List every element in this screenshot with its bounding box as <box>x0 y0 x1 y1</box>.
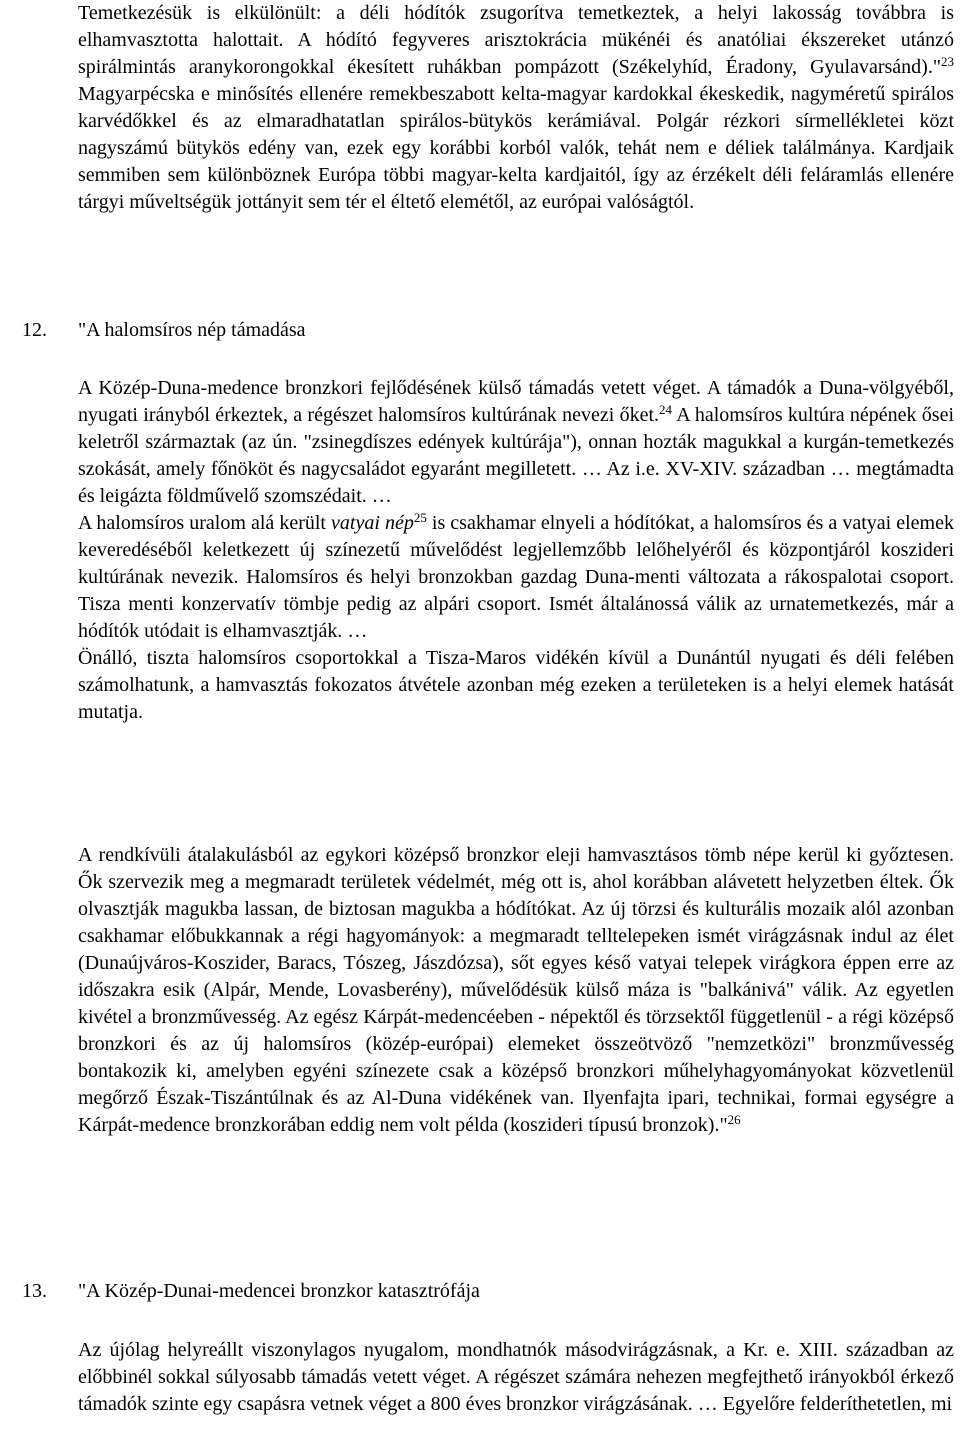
text: A rendkívüli átalakulásból az egykori középső bronzkor eleji hamvasztásos tömb népe kerül ki győztesen. Ők szervezik meg a megmaradt területek védelmét, még ott is, ahol korábban alávetett helyzetben éltek. Ők olvasztják magukba lassan, de biztosan magukba a hódítókat. Az új törzsi és kulturális mozaik alól azonban csakhamar előbukkannak a régi hagyományok: a megmaradt telltelepeken ismét virágzásnak indul az élet (Dunaújváros-Koszider, Baracs, Tószeg, Jászdózsa), sőt egyes késő vatyai telepek virágkora éppen erre az időszakra esik (Alpár, Mende, Lovasberény), művelődésük külső máza is "balkánivá" válik. Az egyetlen kivétel a bronzművesség. Az egész Kárpát-medencéeben - népektől és törzsektől függetlenül - a régi középső bronzkori és az új halomsíros (közép-európai) elemeket összeötvöző "nemzetközi" bronzművesség bontakozik ki, amelyben egyéni színezete csak a középső bronzkori műhelyhagyományokat közvetlenül megőrző Észak-Tiszántúlnak és az Al-Duna vidékének van. Ilyenfajta ipari, technikai, formai egységre a Kárpát-medence bronzkorában eddig nem volt példa (koszideri típusú bronzok)." <box>78 844 954 1136</box>
footnote-ref: 26 <box>727 1112 741 1127</box>
paragraph-burial-customs <box>78 0 954 216</box>
section-title: "A Közép-Dunai-medencei bronzkor katasztrófája <box>78 1280 480 1302</box>
paragraph-transformation <box>78 842 954 1139</box>
text: is csakhamar elnyeli a hódítókat, a halomsíros és a vatyai elemek keveredéséből keletkezett új színezetű művelődést legjellemzőbb lelőhelyéről és központjáról koszideri kultúrának nevezik. Halomsíros és helyi bronzokban gazdag Duna-menti változata a rákospalotai csoport. Tisza menti konzervatív tömbje pedig az alpári csoport. Ismét általánossá válik az urnatemetkezés, már a hódítók utódait is elhamvasztják. … <box>78 512 954 642</box>
section-number: 13. <box>22 1280 47 1302</box>
text: Az újólag helyreállt viszonylagos nyugalom, mondhatnók másodvirágzásnak, a Kr. e. XIII. században az előbbinél sokkal súlyosabb támadás vetett véget. A régészet számára nehezen megfejthető irányokból érkező támadók szinte egy csapásra vetnek véget a 800 éves bronzkor virágzásának. … Egyelőre felderíthetetlen, mi <box>78 1339 954 1415</box>
text: A halomsíros kultúra népének ősei keletről származtak (az ún. "zsinegdíszes edények kultúrája"), onnan hozták magukkal a kurgán-temetkezés szokását, amely főnököt és nagycsaládot egyaránt megilletett. … Az i.e. XV-XIV. században … megtámadta és leigázta földművelő szomszédait. … <box>78 404 955 507</box>
paragraph-tumulus-attack <box>78 375 954 726</box>
section-title: "A halomsíros nép támadása <box>78 319 306 341</box>
footnote-ref: 25 <box>413 510 427 525</box>
paragraph-catastrophe <box>78 1337 954 1418</box>
footnote-ref: 24 <box>659 402 673 417</box>
text: Önálló, tiszta halomsíros csoportokkal a Tisza-Maros vidékén kívül a Dunántúl nyugati és déli felében számolhatunk, a hamvasztás fokozatos átvétele azonban még ezeken a területeken is a helyi elemek hatását mutatja. <box>78 647 954 723</box>
text: Temetkezésük is elkülönült: a déli hódítók zsugorítva temetkeztek, a helyi lakosság továbbra is elhamvasztotta halottait. A hódító fegyveres arisztokrácia mükénéi és anatóliai ékszereket utánzó spirálmintás aranykorongokkal ékesített ruhákban pompázott (Székelyhíd, Éradony, Gyulavarsánd)." <box>78 2 954 78</box>
section-number: 12. <box>22 319 47 341</box>
italic-term: vatyai nép <box>331 512 414 534</box>
text: A halomsíros uralom alá került <box>78 512 332 534</box>
text: A Közép-Duna-medence bronzkori fejlődésének külső támadás vetett véget. A támadók a Duna-völgyéből, nyugati irányból érkeztek, a régészet halomsíros kultúrának nevezi őket. <box>78 377 954 426</box>
text: Magyarpécska e minősítés ellenére remekbeszabott kelta-magyar kardokkal ékeskedik, nagyméretű spirálos karvédőkkel és az elmaradhatatlan spirálos-bütykös kerámiával. Polgár rézkori sírmellékletei közt nagyszámú bütykös edény van, ezek egy korábbi korból valók, tehát nem e déliek találmánya. Kardjaik semmiben sem különböznek Európa többi magyar-kelta kardjaitól, így az érzékelt déli feláramlás ellenére tárgyi műveltségük jottányit sem tér el éltető elemétől, az európai valóságtól. <box>78 83 954 213</box>
footnote-ref: 23 <box>941 54 954 69</box>
